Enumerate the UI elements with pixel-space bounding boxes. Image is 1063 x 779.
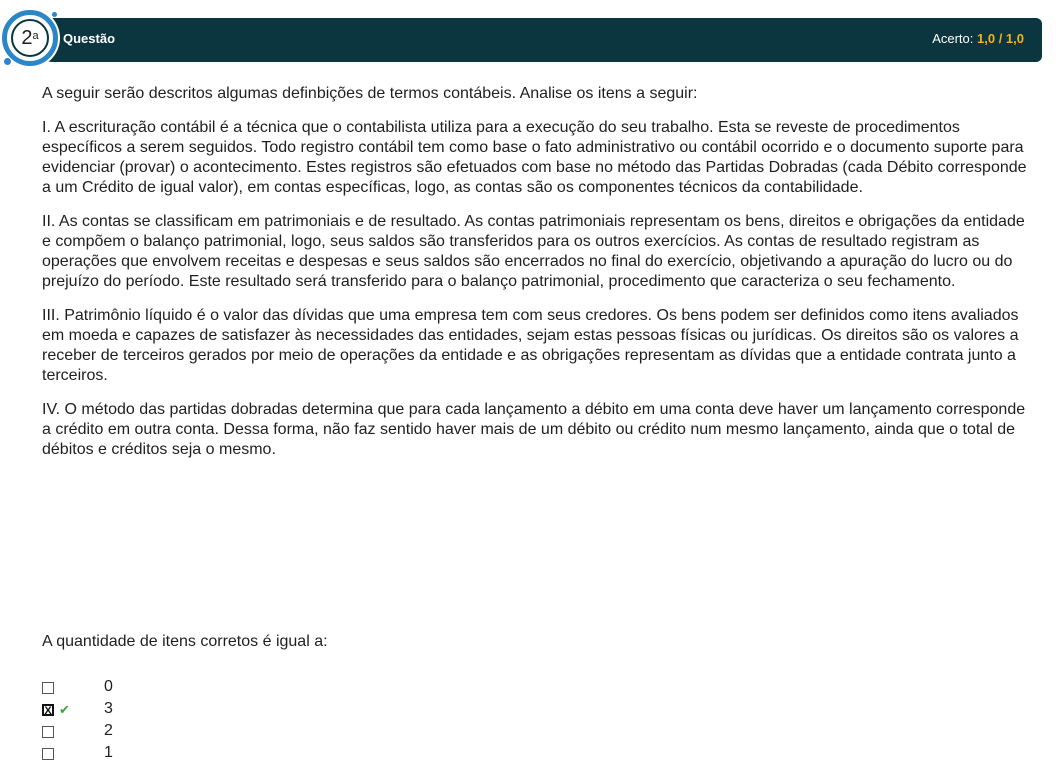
question-item-1: I. A escrituração contábil é a técnica que o contabilista utiliza para a execução do seu trabalho. Esta se reveste de procedimentos específicos a serem seguidos. Todo registro contábil tem como base o fato administrativo ou contábil ocorrido e o documento suporte para evidenciar (provar) o acontecimento. Estes registros são efetuados com base no método das Partidas Dobradas (cada Débito corresponde a um Crédito de igual valor), em contas específicas, logo, as contas são os componentes técnicos da contabilidade. [42,119,1027,196]
score-label: Acerto: [932,31,974,46]
answer-option[interactable] [42,677,242,699]
badge-decoration-dot [4,58,11,65]
question-header [30,18,1042,62]
badge-decoration-dot [52,12,57,17]
answer-option[interactable] [42,743,242,765]
answer-options [42,677,242,765]
score-value: 1,0 / 1,0 [977,31,1024,46]
question-body [42,84,1027,474]
answer-option[interactable] [42,721,242,743]
option-label: 2 [104,722,113,739]
option-checkbox[interactable] [42,726,54,738]
option-checkbox[interactable] [42,682,54,694]
option-label: 1 [104,744,113,761]
score-display [932,31,1024,46]
check-icon: ✔ [59,702,70,717]
question-intro: A seguir serão descritos algumas definbições de termos contábeis. Analise os itens a seguir: [42,85,698,102]
question-item-2: II. As contas se classificam em patrimoniais e de resultado. As contas patrimoniais representam os bens, direitos e obrigações da entidade e compõem o balanço patrimonial, logo, seus saldos são transferidos para os outros exercícios. As contas de resultado registram as operações que envolvem receitas e despesas e seus saldos são encerrados no final do exercício, objetivando a apuração do lucro ou do prejuízo do período. Este resultado será transferido para o balanço patrimonial, procedimento que caracteriza o seu fechamento. [42,213,1025,290]
option-label: 0 [104,678,113,695]
question-title: Questão [63,31,116,46]
question-item-3: III. Patrimônio líquido é o valor das dívidas que uma empresa tem com seus credores. Os bens podem ser definidos como itens avaliados em moeda e capazes de satisfazer às necessidades das entidades, sejam estas pessoas físicas ou jurídicas. Os direitos são os valores a receber de terceiros gerados por meio de operações da entidade e as obrigações representam as dívidas que a entidade contrata junto a terceiros. [42,307,1019,384]
option-checkbox[interactable] [42,748,54,760]
question-prompt: A quantidade de itens corretos é igual a: [42,633,328,650]
question-number-digit: 2 [21,26,33,49]
question-number-badge [2,10,58,66]
question-number-ordinal: a [32,30,39,42]
answer-option-selected[interactable] [42,699,242,721]
question-item-4: IV. O método das partidas dobradas determina que para cada lançamento a débito em uma conta deve haver um lançamento corresponde a crédito em outra conta. Dessa forma, não faz sentido haver mais de um débito ou crédito num mesmo lançamento, ainda que o total de débitos e créditos seja o mesmo. [42,401,1026,458]
option-checkbox-checked[interactable]: X [42,704,54,716]
question-number [11,19,49,57]
option-label: 3 [104,700,113,717]
